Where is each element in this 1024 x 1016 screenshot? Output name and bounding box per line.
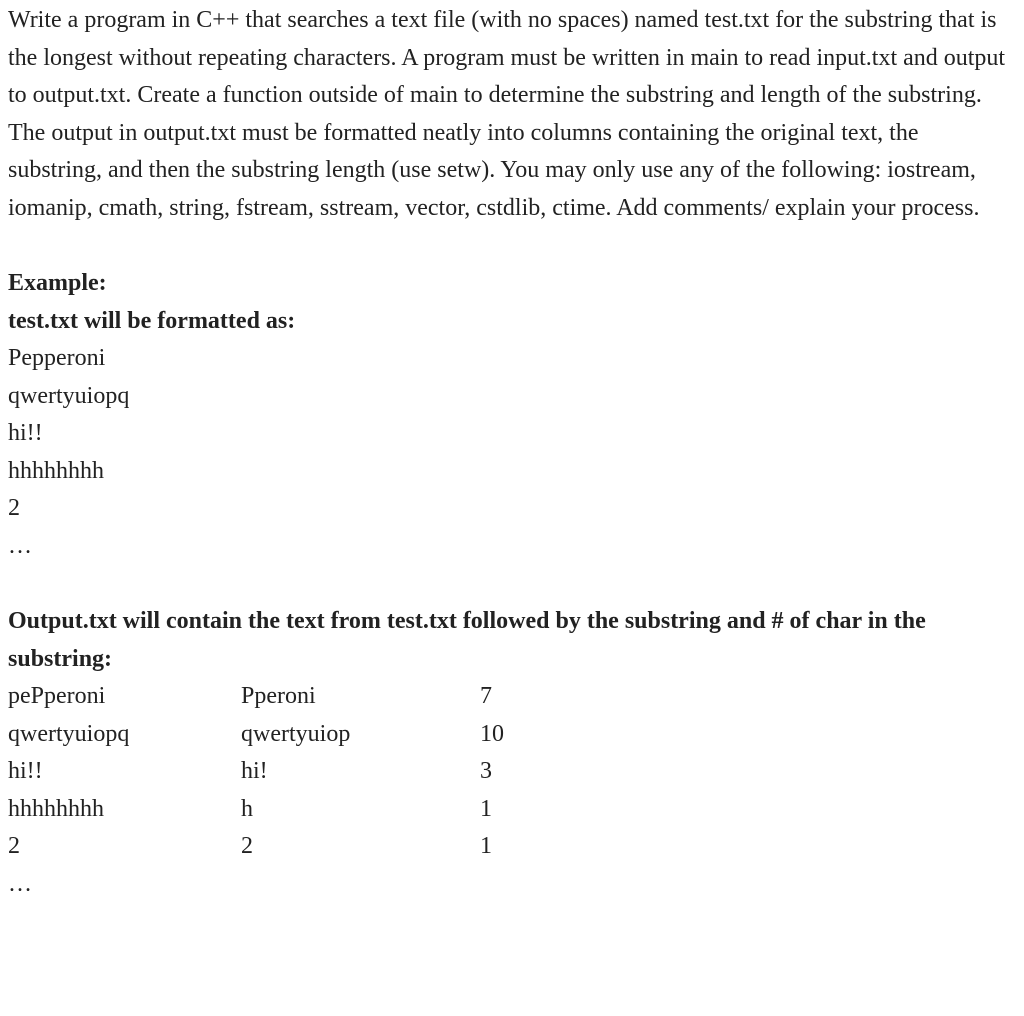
output-row (8, 678, 1016, 716)
output-substring-cell: 2 (241, 833, 253, 859)
output-substring-cell: Pperoni (241, 683, 316, 709)
output-substring-cell: qwertyuiop (241, 720, 351, 747)
example-heading: Example: (8, 270, 107, 296)
output-length-cell: 7 (480, 683, 492, 709)
test-line: qwertyuiopq (8, 382, 130, 409)
output-text-cell: hhhhhhhh (8, 795, 104, 822)
test-line: Pepperoni (8, 345, 106, 371)
test-file-lines (8, 340, 1016, 565)
test-line: hi!! (8, 420, 43, 446)
spacer (8, 565, 1016, 603)
output-row (8, 716, 1016, 754)
output-ellipsis: … (8, 870, 32, 897)
output-file-heading: Output.txt will contain the text from test.txt followed by the substring and # of char in the substring: (8, 608, 926, 672)
output-substring-cell: hi! (241, 758, 268, 784)
output-text-cell: 2 (8, 833, 20, 859)
output-row (8, 828, 1016, 866)
test-line: 2 (8, 495, 20, 521)
output-length-cell: 10 (480, 720, 504, 747)
output-table (8, 678, 1016, 903)
test-line-ellipsis: … (8, 532, 32, 559)
output-length-cell: 1 (480, 833, 492, 859)
problem-statement: Write a program in C++ that searches a text file (with no spaces) named test.txt for the substring that is the longest without repeating characters. A program must be written in main to read input.txt and output to output.txt. Create a function outside of main to determine the substring and length of the substring. The output in output.txt must be formatted neatly into columns containing the original text, the substring, and then the substring length (use setw). You may only use any of the following: iostream, iomanip, cmath, string, fstream, sstream, vector, cstdlib, ctime. Add comments/ explain your process. (8, 7, 1006, 221)
output-length-cell: 3 (480, 758, 492, 784)
test-line: hhhhhhhh (8, 457, 104, 484)
output-text-cell: pePperoni (8, 683, 106, 709)
spacer (8, 227, 1016, 265)
test-file-heading: test.txt will be formatted as: (8, 307, 296, 334)
output-row (8, 791, 1016, 829)
output-substring-cell: h (241, 795, 253, 822)
output-text-cell: qwertyuiopq (8, 720, 130, 747)
output-length-cell: 1 (480, 795, 492, 822)
output-text-cell: hi!! (8, 758, 43, 784)
output-row (8, 753, 1016, 791)
